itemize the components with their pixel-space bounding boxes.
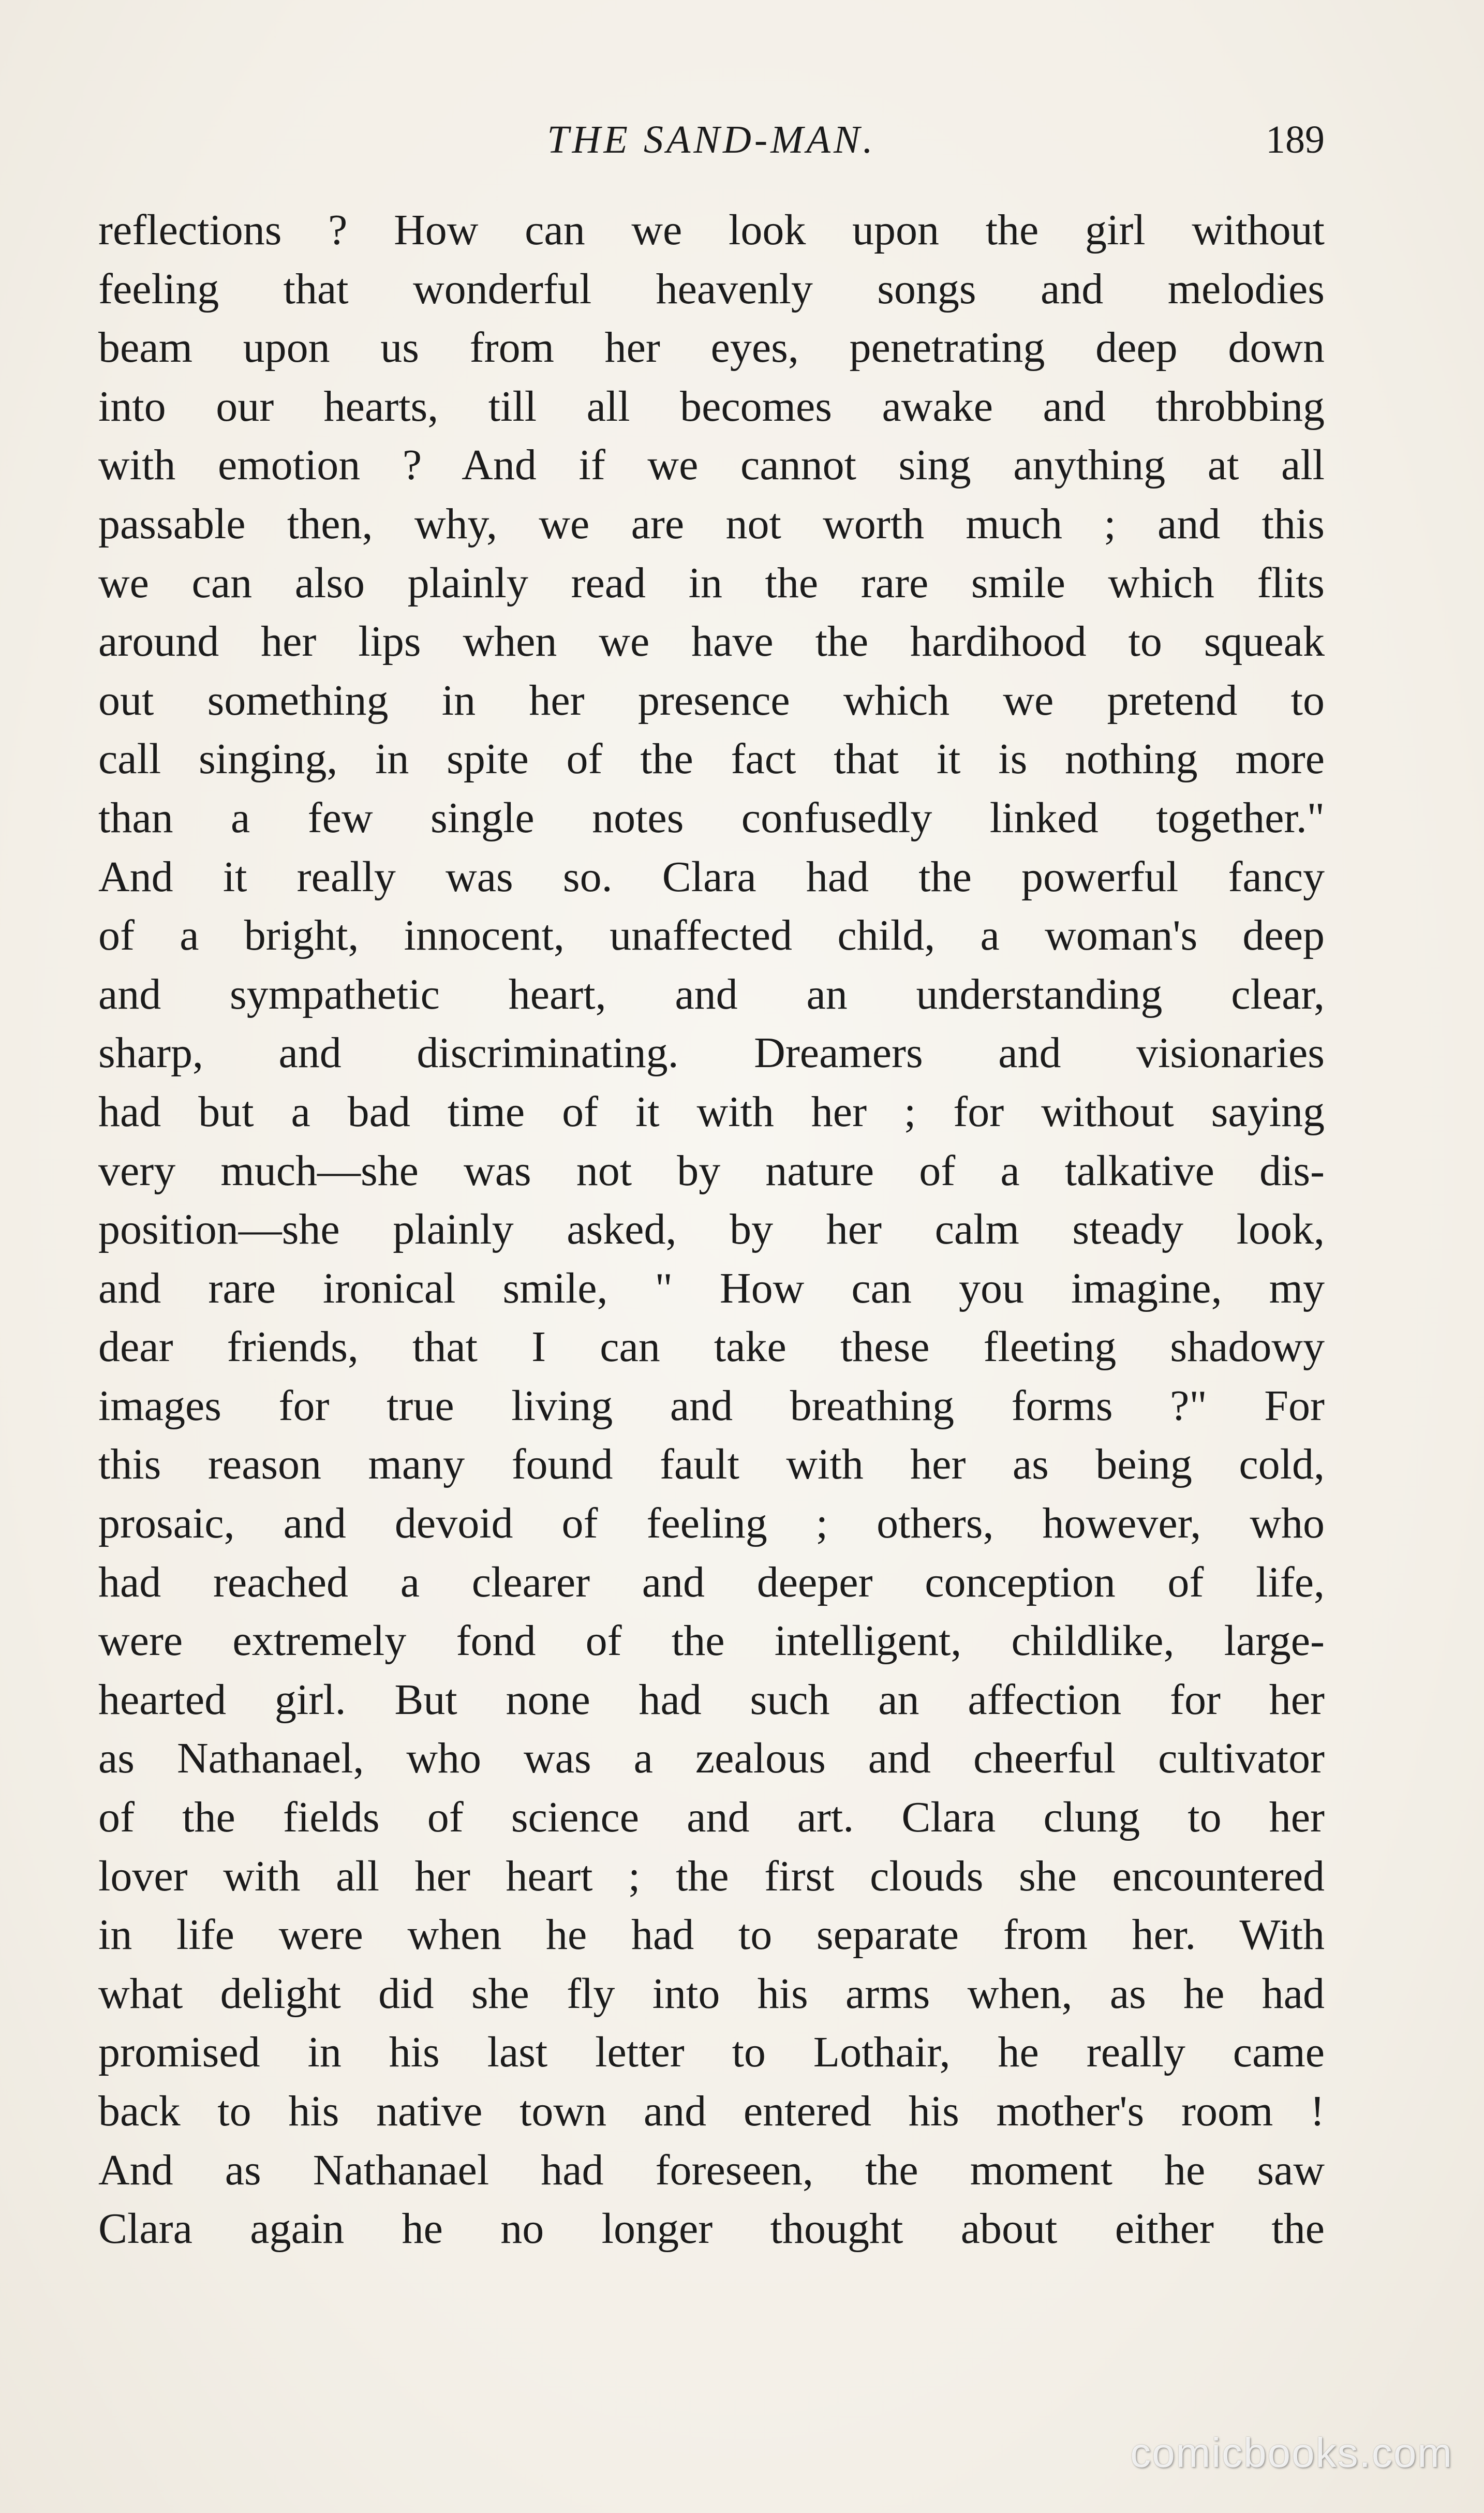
text-line: in life were when he had to separate from her. With (98, 1911, 1325, 1959)
text-line: we can also plainly read in the rare smile which flits (98, 558, 1325, 607)
text-line: what delight did she fly into his arms when, as he had (98, 1969, 1325, 2018)
running-title: THE SAND-MAN. (547, 118, 876, 161)
text-line: promised in his last letter to Lothair, he really came (98, 2028, 1325, 2077)
text-line: sharp, and discriminating. Dreamers and visionaries (98, 1029, 1325, 1077)
text-line: images for true living and breathing forms ?" For (98, 1381, 1325, 1430)
text-line: Clara again he no longer thought about either the (98, 2205, 1325, 2253)
text-line: as Nathanael, who was a zealous and cheerful cultivator (98, 1734, 1325, 1783)
text-line: back to his native town and entered his mother's room ! (98, 2087, 1325, 2135)
body-text (98, 201, 1325, 2258)
text-line: and rare ironical smile, " How can you imagine, my (98, 1264, 1325, 1312)
site-watermark: comicbooks.com (1130, 2430, 1453, 2476)
text-line: and sympathetic heart, and an understanding clear, (98, 970, 1325, 1018)
text-line: into our hearts, till all becomes awake and throbbing (98, 382, 1325, 431)
text-line: this reason many found fault with her as being cold, (98, 1440, 1325, 1489)
text-line: had but a bad time of it with her ; for without saying (98, 1087, 1325, 1136)
text-line: had reached a clearer and deeper conception of life, (98, 1558, 1325, 1606)
text-line: around her lips when we have the hardihood to squeak (98, 617, 1325, 666)
text-line: out something in her presence which we pretend to (98, 676, 1325, 725)
text-line: lover with all her heart ; the first clouds she encountered (98, 1852, 1325, 1900)
text-line: prosaic, and devoid of feeling ; others, however, who (98, 1499, 1325, 1548)
text-line: very much—she was not by nature of a talkative dis- (98, 1146, 1325, 1195)
text-line: And it really was so. Clara had the powerful fancy (98, 852, 1325, 901)
text-line: hearted girl. But none had such an affection for her (98, 1675, 1325, 1724)
text-line: reflections ? How can we look upon the girl without (98, 206, 1325, 254)
text-line: with emotion ? And if we cannot sing anything at all (98, 441, 1325, 490)
text-line: beam upon us from her eyes, penetrating deep down (98, 323, 1325, 372)
text-line: call singing, in spite of the fact that it is nothing more (98, 735, 1325, 784)
text-line: dear friends, that I can take these fleeting shadowy (98, 1323, 1325, 1371)
text-line: feeling that wonderful heavenly songs and melodies (98, 264, 1325, 313)
text-line: were extremely fond of the intelligent, childlike, large- (98, 1617, 1325, 1665)
running-header (98, 109, 1325, 171)
text-line: position—she plainly asked, by her calm steady look, (98, 1205, 1325, 1254)
text-line: of the fields of science and art. Clara clung to her (98, 1793, 1325, 1842)
text-line: And as Nathanael had foreseen, the moment he saw (98, 2146, 1325, 2194)
text-line: of a bright, innocent, unaffected child, a woman's deep (98, 911, 1325, 960)
text-line: passable then, why, we are not worth much ; and this (98, 499, 1325, 548)
text-line: than a few single notes confusedly linked together." (98, 793, 1325, 842)
page-number: 189 (1266, 118, 1325, 161)
